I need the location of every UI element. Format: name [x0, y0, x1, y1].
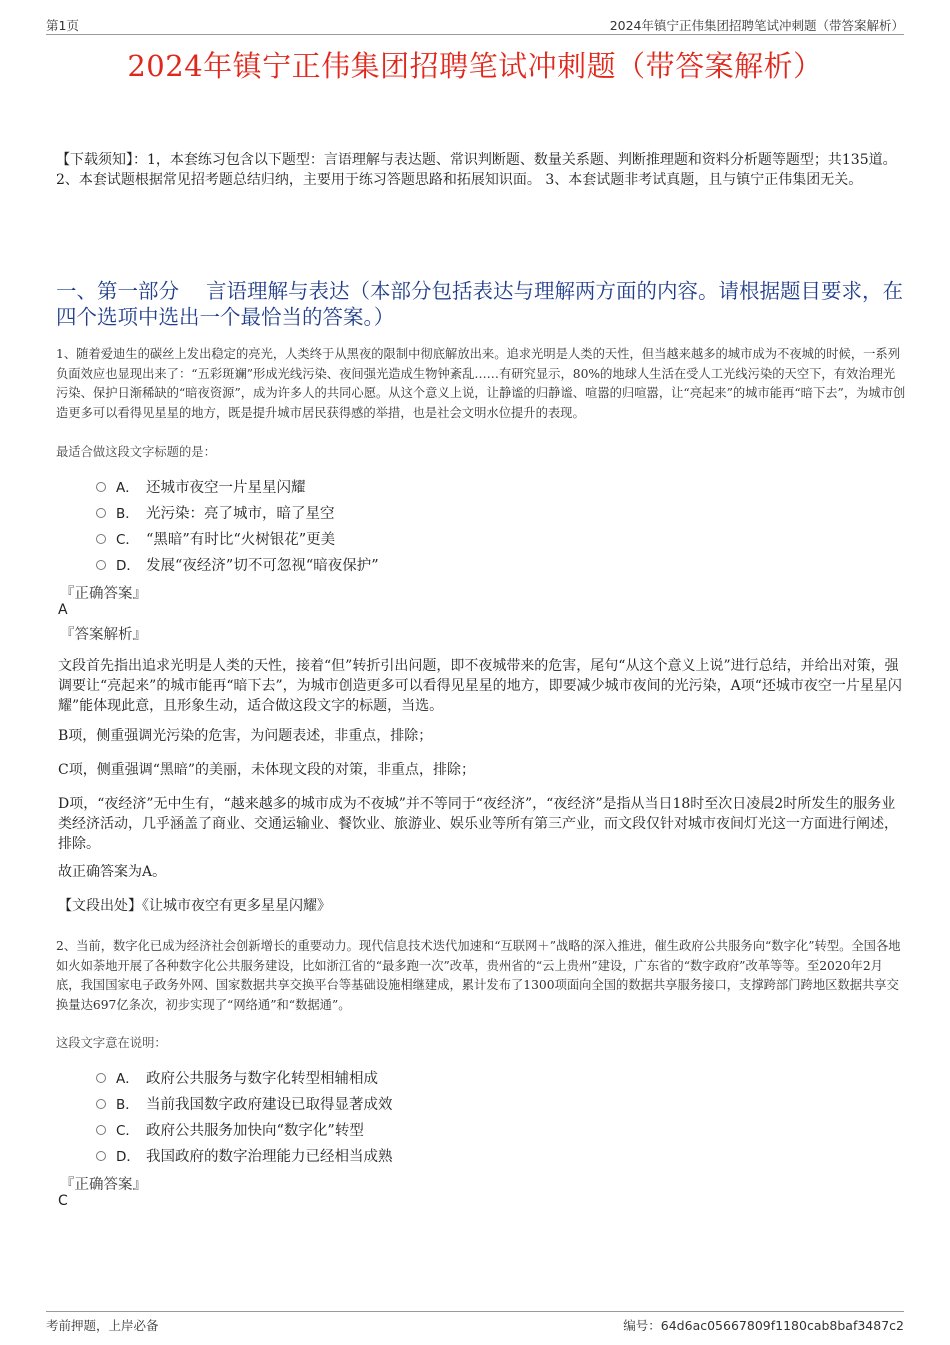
- question-2-option-a[interactable]: A． 政府公共服务与数字化转型相辅相成: [96, 1067, 378, 1087]
- radio-icon[interactable]: [96, 508, 106, 518]
- question-1-option-a[interactable]: A． 还城市夜空一片星星闪耀: [96, 476, 306, 496]
- radio-icon[interactable]: [96, 1151, 106, 1161]
- radio-icon[interactable]: [96, 1125, 106, 1135]
- question-1-answer: A: [58, 602, 68, 618]
- page-number: 第1页: [46, 18, 79, 33]
- question-1-conclusion: 故正确答案为A。: [58, 864, 167, 880]
- question-1-analysis-label: 『答案解析』: [60, 627, 147, 643]
- question-2-option-c[interactable]: C． 政府公共服务加快向“数字化”转型: [96, 1119, 364, 1139]
- page-footer: [46, 1311, 904, 1336]
- radio-icon[interactable]: [96, 534, 106, 544]
- question-1-option-b[interactable]: B． 光污染：亮了城市，暗了星空: [96, 502, 335, 522]
- radio-icon[interactable]: [96, 482, 106, 492]
- question-2-option-b[interactable]: B． 当前我国数字政府建设已取得显著成效: [96, 1093, 393, 1113]
- header-doc-title: 2024年镇宁正伟集团招聘笔试冲刺题（带答案解析）: [609, 18, 904, 33]
- question-1-analysis-b: B项，侧重强调光污染的危害，为问题表述，非重点，排除；: [58, 728, 433, 744]
- footer-slogan: 考前押题，上岸必备: [46, 1318, 159, 1333]
- question-2-answer: C: [58, 1193, 68, 1209]
- question-2-option-d[interactable]: D． 我国政府的数字治理能力已经相当成熟: [96, 1145, 393, 1165]
- question-1-analysis-main: 文段首先指出追求光明是人类的天性，接着“但”转折引出问题，即不夜城带来的危害，尾句“从这个意义上说”进行总结，并给出对策，强调要让“亮起来”的城市能再“暗下去”，为城市创造更多可以看得见星星的地方，即要减少城市夜间的光污染，A项“还城市夜空一片星星闪耀”能体现此意，且形象生动，适合做这段文字的标题，当选。: [58, 658, 902, 714]
- question-2-text: 2、当前，数字化已成为经济社会创新增长的重要动力。现代信息技术迭代加速和“互联网＋”战略的深入推进，催生政府公共服务向“数字化”转型。全国各地如火如荼地开展了各种数字化公共服务建设，比如浙江省的“最多跑一次”改革，贵州省的“云上贵州”建设，广东省的“数字政府”改革等等。至2020年2月底，我国国家电子政务外网、国家数据共享交换平台等基础设施相继建成，累计发布了1300项面向全国的数据共享服务接口，支撑跨部门跨地区数据共享交换量达697亿条次，初步实现了“网络通”和“数据通”。: [56, 939, 901, 1012]
- page-header: [46, 12, 904, 35]
- radio-icon[interactable]: [96, 560, 106, 570]
- document-title: 2024年镇宁正伟集团招聘笔试冲刺题（带答案解析）: [127, 49, 823, 83]
- question-1-option-d[interactable]: D． 发展“夜经济”切不可忽视“暗夜保护”: [96, 554, 379, 574]
- download-notice: 【下载须知】：1，本套练习包含以下题型：言语理解与表达题、常识判断题、数量关系题、判断推理题和资料分析题等题型；共135道。 2、本套试题根据常见招考题总结归纳，主要用于练习答题思路和拓展知识面。 3、本套试题非考试真题，且与镇宁正伟集团无关。: [56, 152, 897, 188]
- radio-icon[interactable]: [96, 1099, 106, 1109]
- question-2-prompt: 这段文字意在说明：: [56, 1036, 167, 1050]
- footer-doc-id: 编号：64d6ac05667809f1180cab8baf3487c2: [623, 1318, 904, 1333]
- question-1-prompt: 最适合做这段文字标题的是：: [56, 445, 216, 459]
- question-2-answer-label: 『正确答案』: [60, 1177, 147, 1193]
- question-1-option-c[interactable]: C． “黑暗”有时比“火树银花”更美: [96, 528, 335, 548]
- radio-icon[interactable]: [96, 1073, 106, 1083]
- question-1-text: 1、随着爱迪生的碳丝上发出稳定的亮光，人类终于从黑夜的限制中彻底解放出来。追求光明是人类的天性，但当越来越多的城市成为不夜城的时候，一系列负面效应也显现出来了：“五彩斑斓”形成光线污染、夜间强光造成生物钟紊乱……有研究显示，80%的地球人生活在受人工光线污染的天空下，有效治理光污染、保护日渐稀缺的“暗夜资源”，成为许多人的共同心愿。从这个意义上说，让静谧的归静谧、喧嚣的归喧嚣，让“亮起来”的城市能再“暗下去”，为城市创造更多可以看得见星星的地方，既是提升城市居民获得感的举措，也是社会文明水位提升的表现。: [56, 347, 906, 420]
- question-1-analysis-c: C项，侧重强调“黑暗”的美丽，未体现文段的对策，非重点，排除；: [58, 762, 476, 778]
- question-1-source: 【文段出处】《让城市夜空有更多星星闪耀》: [58, 898, 331, 914]
- question-1-analysis-d: D项，“夜经济”无中生有，“越来越多的城市成为不夜城”并不等同于“夜经济”，“夜经济”是指从当日18时至次日凌晨2时所发生的服务业类经济活动，几乎涵盖了商业、交通运输业、餐饮业、旅游业、娱乐业等所有第三产业，而文段仅针对城市夜间灯光这一方面进行阐述，排除。: [58, 796, 898, 852]
- section-heading: 一、第一部分 言语理解与表达（本部分包括表达与理解两方面的内容。请根据题目要求，在四个选项中选出一个最恰当的答案。）: [56, 279, 904, 329]
- question-1-answer-label: 『正确答案』: [60, 586, 147, 602]
